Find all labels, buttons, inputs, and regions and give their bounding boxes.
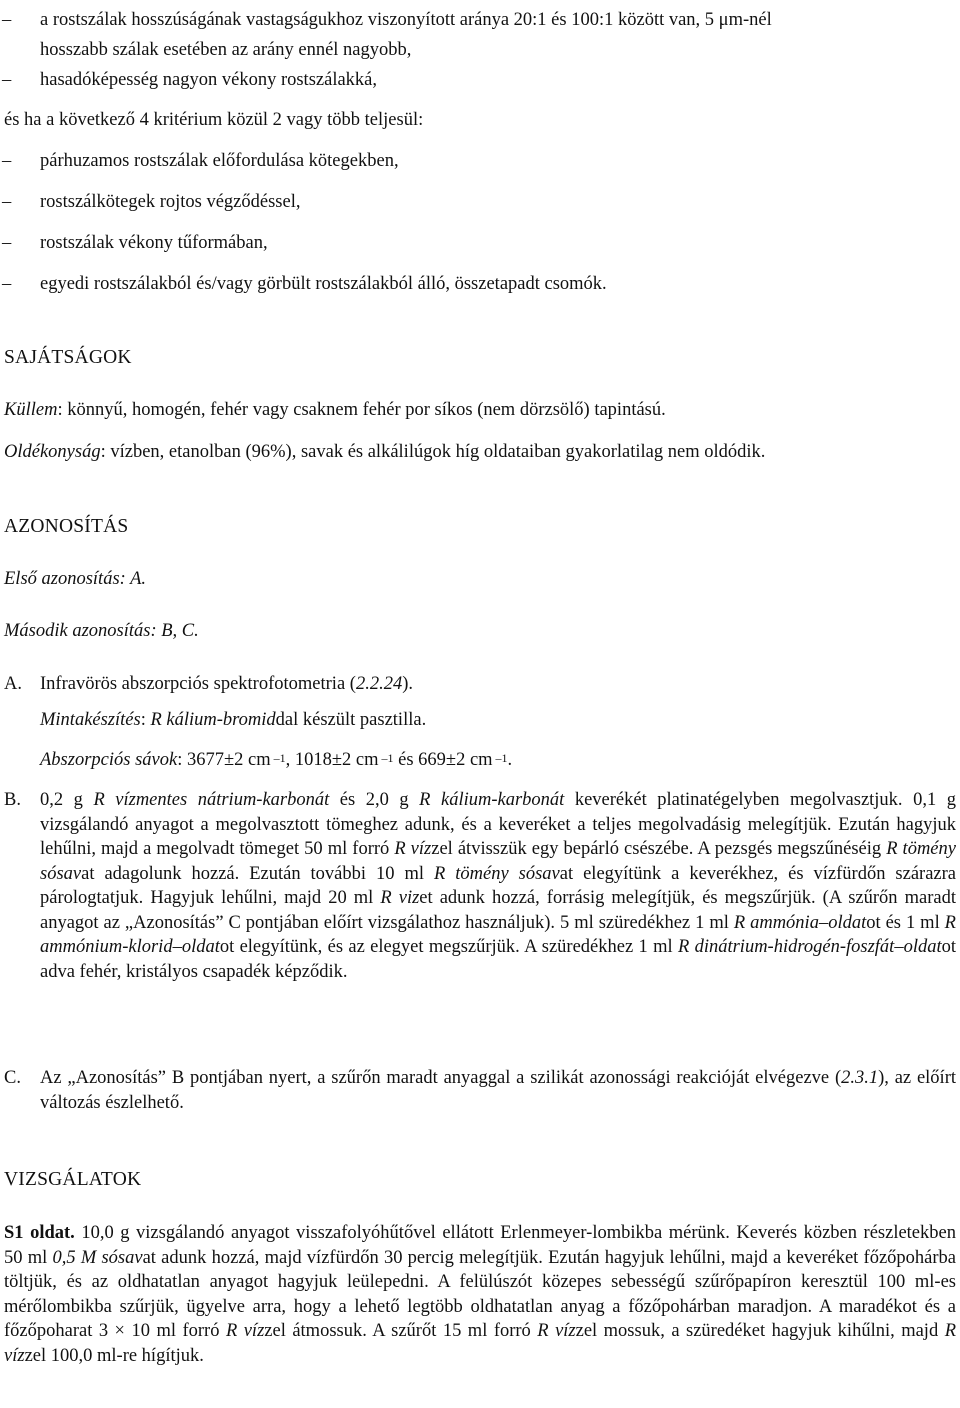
sample-prep-reagent: R kálium-bromid (150, 710, 276, 730)
dash-marker: – (2, 151, 12, 171)
s1-solution-paragraph (4, 1221, 956, 1368)
superscript: –1 (378, 751, 394, 765)
absorption-bands-text (40, 748, 512, 772)
text-run: zel átmossuk. A szűrőt 15 ml forró (264, 1321, 538, 1341)
italic-text-run: R víz (394, 839, 432, 859)
first-identification: Első azonosítás: A. (4, 569, 147, 589)
oldekonysag-label: Oldékonyság (4, 442, 101, 462)
text-run: at adunk hozzá, majd vízfürdőn 30 percig melegítjük. Ezután hagyjuk lehűlni, majd a keveréket főzőpohárba töltjük, és az oldhatatlan anyagot hagyjuk leülepedni. A felülúszót közepes sebességű szűrőpapíron keresztül 100 ml-es mérőlombikba szűrjük, ügyelve arra, hogy a lehető legtöbb oldhatatlan anyag a főzőpohárban maradjon. A maradékot és a főzőpoharat 3 × 10 ml forró (4, 1247, 956, 1341)
text-run: at adagolunk hozzá. Ezután további 10 ml (81, 863, 434, 884)
text-run: és 2,0 g (329, 790, 420, 810)
italic-text-run: R ammónium-klorid–oldat (40, 912, 956, 957)
absorption-value-2: , 1018±2 cm (285, 750, 379, 770)
italic-text-run: 2.3.1 (841, 1068, 879, 1088)
italic-text-run: R tömény sósav (40, 839, 956, 884)
sample-prep-label: Mintakészítés (40, 710, 141, 730)
dash-marker: – (2, 70, 12, 90)
text-run: zel átvisszük egy bepárló csészébe. A pezsgés megszűnéséig (431, 839, 887, 859)
text-run: Az „Azonosítás” B pontjában nyert, a szűrőn maradt anyaggal a szilikát azonossági reakcióját elvégezve ( (40, 1068, 842, 1088)
italic-text-run: R ammónia–oldat (733, 912, 867, 933)
oldekonysag-text: : vízben, etanolban (96%), savak és alkálilúgok híg oldataiban gyakorlatilag nem oldódik. (100, 442, 766, 462)
dash-marker: – (2, 192, 12, 212)
italic-text-run: R víz (225, 1321, 265, 1341)
s1-label: S1 oldat. (4, 1223, 75, 1243)
pharmacopoeia-ref: 2.2.24 (355, 674, 403, 694)
section-heading-azonositas: AZONOSÍTÁS (4, 516, 129, 537)
superscript: –1 (492, 751, 508, 765)
dash-marker: – (2, 10, 12, 30)
text-run: ot és 1 ml (866, 912, 945, 933)
text-run: et adunk hozzá, forrásig melegítjük, és megszűrjük. (A szűrőn maradt anyagot az „Azonosítás” C pontjában előírt vizsgálathoz használjuk). 5 ml szüredékhez 1 ml (40, 888, 956, 933)
italic-text-run: R víz (537, 1321, 576, 1341)
text-run: ot adva fehér, kristályos csapadék képződik. (40, 937, 956, 982)
superscript: –1 (270, 751, 286, 765)
section-heading-sajatsagok: SAJÁTSÁGOK (4, 347, 132, 368)
ir-method-text (40, 672, 413, 696)
text-run: keverékét platinatégelyben megolvasztjuk. 0,1 g vizsgálandó anyagot a megolvasztott tömeghez adunk, és a keveréket a teljes megolvadásig melegítjük. Ezután hagyjuk lehűlni, majd a megolvadt tömeget 50 ml forró (40, 790, 956, 859)
item-label-c: C. (4, 1068, 21, 1088)
text-run: at elegyítünk a keverékhez, és vízfürdőn szárazra párologtatjuk. Hagyjuk lehűlni, majd 20 ml (40, 863, 956, 908)
absorption-value-1: : 3677±2 cm (177, 750, 271, 770)
list-item-text: hasadóképesség nagyon vékony rostszálakká, (40, 70, 378, 90)
criteria-intro: és ha a következő 4 kritérium közül 2 vagy több teljesül: (4, 110, 424, 130)
absorption-label: Abszorpciós sávok (40, 750, 178, 770)
text-run: 10,0 g vizsgálandó anyagot visszafolyóhűtővel ellátott Erlenmeyer-lombikba mérünk. Keverés közben részletekben 50 ml (4, 1223, 956, 1268)
text-run: 0,2 g (40, 790, 94, 810)
italic-text-run: R vízmentes nátrium-karbonát (93, 790, 330, 810)
second-identification: Második azonosítás: B, C. (4, 621, 199, 641)
ir-method-label: Infravörös abszorpciós spektrofotometria ( (40, 674, 356, 694)
text-run: ot elegyítünk, és az elegyet megszűrjük. A szüredékhez 1 ml (219, 937, 678, 957)
text-run: zel mossuk, a szüredéket hagyjuk kihűlni, majd (575, 1321, 945, 1341)
item-label-a: A. (4, 674, 22, 694)
kullem-text: : könnyű, homogén, fehér vagy csaknem fehér por síkos (nem dörzsölő) tapintású. (57, 400, 666, 420)
sample-prep-rest: dal készült pasztilla. (275, 710, 427, 730)
italic-text-run: 0,5 M sósav (52, 1247, 143, 1268)
kullem-label: Küllem (4, 400, 58, 420)
list-item-text: párhuzamos rostszálak előfordulása kötegekben, (40, 151, 399, 171)
list-item-text: rostszálak vékony tűformában, (40, 233, 268, 253)
identification-b-text (40, 788, 956, 984)
sample-preparation-text (40, 708, 426, 732)
italic-text-run: R tömény sósav (433, 863, 560, 884)
italic-text-run: R kálium-karbonát (419, 790, 565, 810)
absorption-value-3: és 669±2 cm (393, 750, 493, 770)
italic-text-run: R viz (380, 888, 420, 908)
list-item-text: hosszabb szálak esetében az arány ennél nagyobb, (40, 40, 412, 60)
section-heading-vizsgalatok: VIZSGÁLATOK (4, 1169, 142, 1190)
identification-c-text (40, 1066, 956, 1115)
item-label-b: B. (4, 790, 21, 810)
list-item-text: rostszálkötegek rojtos végződéssel, (40, 192, 301, 212)
text-run: zel 100,0 ml-re hígítjuk. (24, 1345, 204, 1366)
oldekonysag-paragraph (4, 440, 960, 464)
dash-marker: – (2, 233, 12, 253)
list-item-text: egyedi rostszálakból és/vagy görbült rostszálakból álló, összetapadt csomók. (40, 274, 607, 294)
ir-method-end: ). (402, 674, 413, 694)
list-item-text: a rostszálak hosszúságának vastagságukhoz viszonyított aránya 20:1 és 100:1 között van, 5 μm-nél (40, 10, 772, 30)
kullem-paragraph (4, 398, 960, 422)
italic-text-run: R dinátrium-hidrogén-foszfát–oldat (677, 937, 942, 957)
dash-marker: – (2, 274, 12, 294)
absorption-end: . (507, 750, 513, 770)
text-run: ), az előírt változás észlelhető. (40, 1068, 956, 1113)
italic-text-run: R víz (4, 1321, 956, 1366)
sample-prep-colon: : (140, 710, 151, 730)
